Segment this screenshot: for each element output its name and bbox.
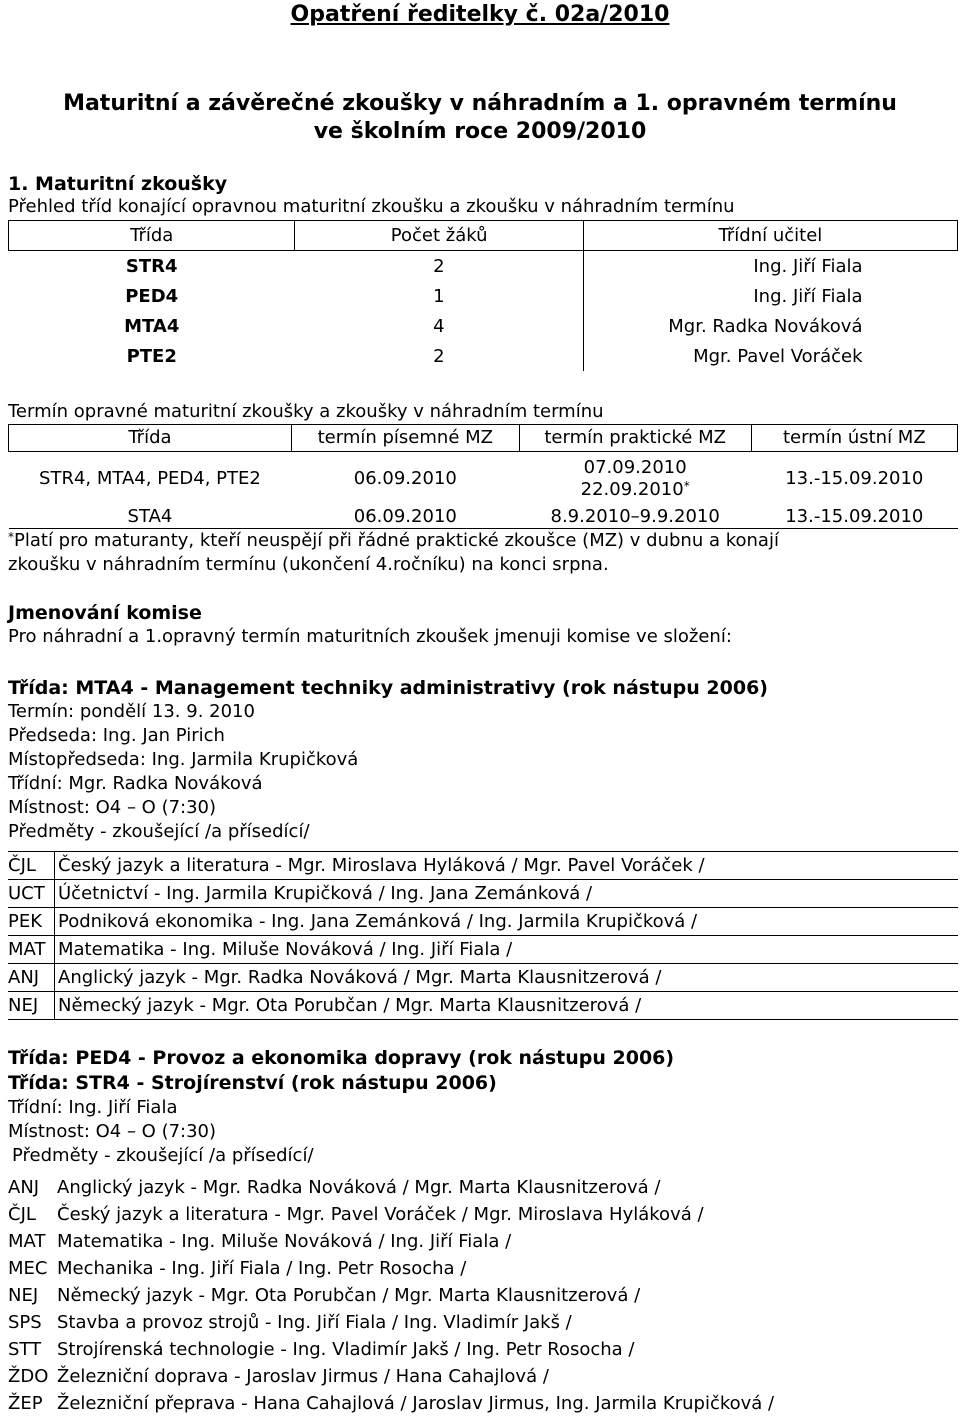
- header-cell-pocet: Počet žáků: [295, 221, 583, 251]
- subject-row: [8, 1309, 774, 1336]
- subject-code: NEJ: [8, 992, 55, 1020]
- written-date-cell: 06.09.2010: [291, 506, 519, 529]
- subject-examiners: Stavba a provoz strojů - Ing. Jiří Fiala / Ing. Vladimír Jakš /: [57, 1312, 572, 1333]
- footnote-line-2: zkoušku v náhradním termínu (ukončení 4.ročníku) na konci srpna.: [8, 554, 609, 575]
- class-cell: MTA4: [124, 315, 180, 337]
- footnote-line-1: [8, 529, 779, 553]
- subject-code: ANJ: [8, 964, 55, 992]
- mta4-info: [8, 700, 358, 844]
- subject-examiners: Německý jazyk - Mgr. Ota Porubčan / Mgr. Marta Klausnitzerová /: [55, 992, 959, 1020]
- section-title: 1. Maturitní zkoušky: [8, 173, 228, 195]
- subject-examiners: Český jazyk a literatura - Mgr. Miroslava Hyláková / Mgr. Pavel Voráček /: [55, 852, 959, 880]
- term-table: [8, 424, 958, 529]
- teacher-cell: Mgr. Pavel Voráček: [693, 345, 863, 367]
- teacher-cell: Ing. Jiří Fiala: [753, 285, 863, 307]
- subject-row: [8, 1363, 774, 1390]
- footnote-star: *: [8, 530, 14, 544]
- subject-code: UCT: [8, 880, 55, 908]
- mta4-subject-table: [8, 851, 958, 1020]
- subject-examiners: Anglický jazyk - Mgr. Radka Nováková / Mgr. Marta Klausnitzerová /: [57, 1177, 661, 1198]
- table-row: [9, 452, 958, 507]
- subject-row: [8, 1336, 774, 1363]
- header-cell-prakticke: termín praktické MZ: [519, 425, 751, 452]
- subject-code: ŽEP: [8, 1393, 43, 1414]
- str4-mistnost: Místnost: O4 – O (7:30): [8, 1121, 217, 1142]
- class-cell: PED4: [125, 285, 179, 307]
- class-cell: STA4: [9, 506, 292, 529]
- count-cell: 2: [295, 251, 583, 282]
- subject-row: [8, 852, 958, 880]
- str4-title: Třída: STR4 - Strojírenství (rok nástupu 2006): [8, 1072, 497, 1094]
- mta4-mistopredseda: Místopředseda: Ing. Jarmila Krupičková: [8, 749, 359, 770]
- subject-code: ČJL: [8, 1204, 36, 1225]
- main-heading-line-1: Maturitní a závěrečné zkoušky v náhradním a 1. opravném termínu: [63, 91, 897, 116]
- subject-row: [8, 908, 958, 936]
- count-cell: 2: [295, 341, 583, 371]
- subject-examiners: Německý jazyk - Mgr. Ota Porubčan / Mgr. Marta Klausnitzerová /: [57, 1285, 641, 1306]
- subject-examiners: Strojírenská technologie - Ing. Vladimír Jakš / Ing. Petr Rosocha /: [57, 1339, 635, 1360]
- class-cell: STR4: [125, 255, 178, 277]
- count-cell: 1: [295, 281, 583, 311]
- practical-date-1: 07.09.2010: [583, 457, 687, 478]
- komise-intro: Pro náhradní a 1.opravný termín maturitních zkoušek jmenuji komise ve složení:: [8, 626, 732, 647]
- oral-date-cell: 13.-15.09.2010: [785, 468, 924, 489]
- practical-date-2: 22.09.2010: [580, 479, 684, 500]
- subject-code: PEK: [8, 908, 55, 936]
- ped4-title: Třída: PED4 - Provoz a ekonomika dopravy (rok nástupu 2006): [8, 1047, 675, 1069]
- subject-row: [8, 1174, 774, 1201]
- footnote-marker: *: [683, 479, 690, 493]
- count-cell: 4: [295, 311, 583, 341]
- footnote: [8, 529, 779, 577]
- class-table: [8, 220, 958, 371]
- subject-code: MEC: [8, 1258, 48, 1279]
- subject-row: [8, 1390, 774, 1417]
- oral-date-cell: 13.-15.09.2010: [751, 506, 957, 529]
- subject-code: SPS: [8, 1312, 42, 1333]
- header-cell-ucitel: Třídní učitel: [583, 221, 957, 251]
- subject-code: NEJ: [8, 1285, 39, 1306]
- subject-examiners: Matematika - Ing. Miluše Nováková / Ing. Jiří Fiala /: [55, 936, 959, 964]
- table-row: [9, 251, 958, 282]
- written-date-cell: 06.09.2010: [353, 468, 457, 489]
- class-table-header: [9, 221, 958, 251]
- subject-examiners: Mechanika - Ing. Jiří Fiala / Ing. Petr Rosocha /: [57, 1258, 467, 1279]
- subject-examiners: Matematika - Ing. Miluše Nováková / Ing. Jiří Fiala /: [57, 1231, 512, 1252]
- subject-code: ČJL: [8, 852, 55, 880]
- header-cell-trida: Třída: [9, 221, 295, 251]
- mta4-mistnost: Místnost: O4 – O (7:30): [8, 797, 217, 818]
- mta4-title: Třída: MTA4 - Management techniky administrativy (rok nástupu 2006): [8, 677, 768, 699]
- class-cell: STR4, MTA4, PED4, PTE2: [39, 468, 261, 489]
- str4-predmety-label: Předměty - zkoušející /a přísedící/: [12, 1145, 314, 1166]
- subject-row: [8, 992, 958, 1020]
- footnote-text-1: Platí pro maturanty, kteří neuspějí při řádné praktické zkoušce (MZ) v dubnu a konají: [14, 530, 779, 551]
- subject-row: [8, 1201, 774, 1228]
- header-cell-ustni: termín ústní MZ: [751, 425, 957, 452]
- table-row: [9, 281, 958, 311]
- str4-tridni: Třídní: Ing. Jiří Fiala: [8, 1097, 178, 1118]
- mta4-tridni: Třídní: Mgr. Radka Nováková: [8, 773, 263, 794]
- subject-row: [8, 936, 958, 964]
- subject-examiners: Český jazyk a literatura - Mgr. Pavel Voráček / Mgr. Miroslava Hyláková /: [57, 1204, 704, 1225]
- subject-examiners: Podniková ekonomika - Ing. Jana Zemánková / Ing. Jarmila Krupičková /: [55, 908, 959, 936]
- subject-examiners: Anglický jazyk - Mgr. Radka Nováková / Mgr. Marta Klausnitzerová /: [55, 964, 959, 992]
- main-heading: [0, 90, 960, 146]
- table-row: [9, 506, 958, 529]
- subject-row: [8, 1282, 774, 1309]
- subject-examiners: Železniční přeprava - Hana Cahajlová / Jaroslav Jirmus, Ing. Jarmila Krupičková /: [57, 1393, 775, 1414]
- practical-date-cell: 8.9.2010–9.9.2010: [519, 506, 751, 529]
- subject-row: [8, 1255, 774, 1282]
- main-heading-line-2: ve školním roce 2009/2010: [313, 119, 647, 144]
- document-title: Opatření ředitelky č. 02a/2010: [290, 2, 670, 27]
- mta4-termin: Termín: pondělí 13. 9. 2010: [8, 701, 255, 722]
- subject-code: STT: [8, 1339, 42, 1360]
- header-cell-pisemne: termín písemné MZ: [291, 425, 519, 452]
- subject-row: [8, 964, 958, 992]
- komise-title: Jmenování komise: [8, 602, 202, 624]
- mta4-predmety-label: Předměty - zkoušející /a přísedící/: [8, 821, 310, 842]
- term-section-title: Termín opravné maturitní zkoušky a zkoušky v náhradním termínu: [8, 401, 604, 422]
- str4-subject-table: [8, 1174, 774, 1417]
- teacher-cell: Mgr. Radka Nováková: [668, 315, 863, 337]
- class-cell: PTE2: [126, 345, 177, 367]
- subject-examiners: Účetnictví - Ing. Jarmila Krupičková / Ing. Jana Zemánková /: [55, 880, 959, 908]
- subject-code: ŽDO: [8, 1366, 49, 1387]
- mta4-predseda: Předseda: Ing. Jan Pirich: [8, 725, 225, 746]
- subject-examiners: Železniční doprava - Jaroslav Jirmus / Hana Cahajlová /: [57, 1366, 549, 1387]
- table-row: [9, 341, 958, 371]
- teacher-cell: Ing. Jiří Fiala: [753, 255, 863, 277]
- subject-code: ANJ: [8, 1177, 40, 1198]
- subject-code: MAT: [8, 1231, 46, 1252]
- section-intro: Přehled tříd konající opravnou maturitní zkoušku a zkoušku v náhradním termínu: [8, 196, 735, 217]
- practical-date-2-wrap: [519, 479, 751, 501]
- practical-date-cell: [519, 452, 751, 507]
- subject-code: MAT: [8, 936, 55, 964]
- subject-row: [8, 880, 958, 908]
- str4-info: [8, 1096, 314, 1168]
- header-cell-trida: Třída: [9, 425, 292, 452]
- term-table-header: [9, 425, 958, 452]
- table-row: [9, 311, 958, 341]
- subject-row: [8, 1228, 774, 1255]
